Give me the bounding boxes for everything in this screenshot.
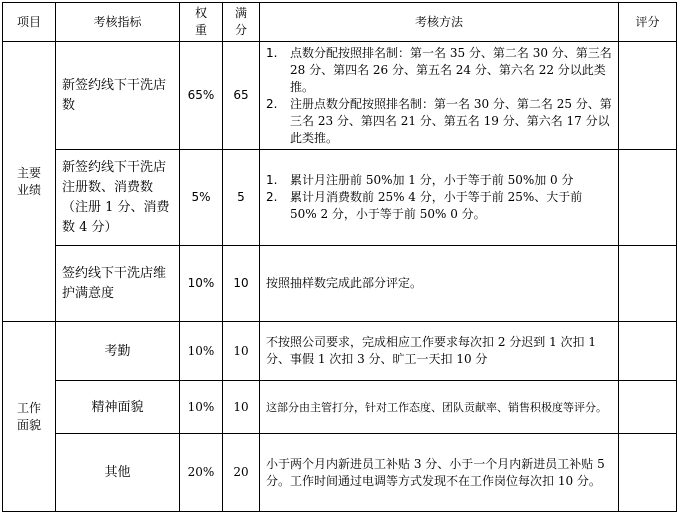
section-work-attitude: 工作面貌: [3, 322, 56, 512]
score-cell[interactable]: [619, 42, 677, 150]
score-cell[interactable]: [619, 381, 677, 434]
table-row: [3, 322, 677, 381]
header-method: 考核方法: [260, 3, 619, 42]
table-row: [3, 150, 677, 246]
indicator-cell: 考勤: [56, 322, 180, 381]
table-row: [3, 42, 677, 150]
weight-cell: 10%: [180, 246, 223, 322]
score-cell[interactable]: [619, 434, 677, 512]
score-cell[interactable]: [619, 150, 677, 246]
score-cell[interactable]: [619, 246, 677, 322]
weight-cell: 10%: [180, 381, 223, 434]
method-cell: 不按照公司要求，完成相应工作要求每次扣 2 分迟到 1 次扣 1 分、事假 1 次扣 3 分、旷工一天扣 10 分: [260, 322, 619, 381]
indicator-cell: 签约线下干洗店维护满意度: [56, 246, 180, 322]
full-score-cell: 5: [223, 150, 260, 246]
list-item: 1. 累计月注册前 50%加 1 分，小于等于前 50%加 0 分: [266, 173, 574, 187]
table-row: [3, 434, 677, 512]
weight-cell: 5%: [180, 150, 223, 246]
weight-cell: 65%: [180, 42, 223, 150]
header-indicator: 考核指标: [56, 3, 180, 42]
list-item: 1. 点数分配按照排名制：第一名 35 分、第二名 30 分、第三名 28 分、第四名 26 分、第五名 24 分、第六名 22 分以此类推。: [266, 45, 612, 94]
method-cell: 这部分由主管打分，针对工作态度、团队贡献率、销售积极度等评分。: [260, 381, 619, 434]
list-item: 2. 累计月消费数前 25% 4 分，小于等于前 25%、大于前 50% 2 分，小于等于前 50% 0 分。: [266, 190, 583, 221]
weight-cell: 10%: [180, 322, 223, 381]
indicator-cell: 新签约线下干洗店注册数、消费数（注册 1 分、消费数 4 分）: [56, 150, 180, 246]
header-score: 评分: [619, 3, 677, 42]
assessment-table: [2, 2, 677, 512]
full-score-cell: 10: [223, 246, 260, 322]
header-row: [3, 3, 677, 42]
method-list: [260, 172, 612, 223]
method-cell: 小于两个月内新进员工补贴 3 分、小于一个月内新进员工补贴 5 分。工作时间通过电调等方式发现不在工作岗位每次扣 10 分。: [260, 434, 619, 512]
header-full-score: 满分: [223, 3, 260, 42]
full-score-cell: 10: [223, 381, 260, 434]
full-score-cell: 10: [223, 322, 260, 381]
section-main-performance: 主要业绩: [3, 42, 56, 322]
weight-cell: 20%: [180, 434, 223, 512]
score-cell[interactable]: [619, 322, 677, 381]
method-cell: 按照抽样数完成此部分评定。: [260, 246, 619, 322]
method-cell: [260, 42, 619, 150]
method-cell: [260, 150, 619, 246]
header-item: 项目: [3, 3, 56, 42]
full-score-cell: 20: [223, 434, 260, 512]
list-item: 2. 注册点数分配按照排名制：第一名 30 分、第二名 25 分、第三名 23 分、第四名 21 分、第五名 19 分、第六名 17 分以此类推。: [266, 96, 612, 145]
indicator-cell: 精神面貌: [56, 381, 180, 434]
method-list: [260, 45, 612, 147]
indicator-cell: 新签约线下干洗店数: [56, 42, 180, 150]
indicator-cell: 其他: [56, 434, 180, 512]
table-row: [3, 381, 677, 434]
header-weight: 权重: [180, 3, 223, 42]
full-score-cell: 65: [223, 42, 260, 150]
table-row: [3, 246, 677, 322]
